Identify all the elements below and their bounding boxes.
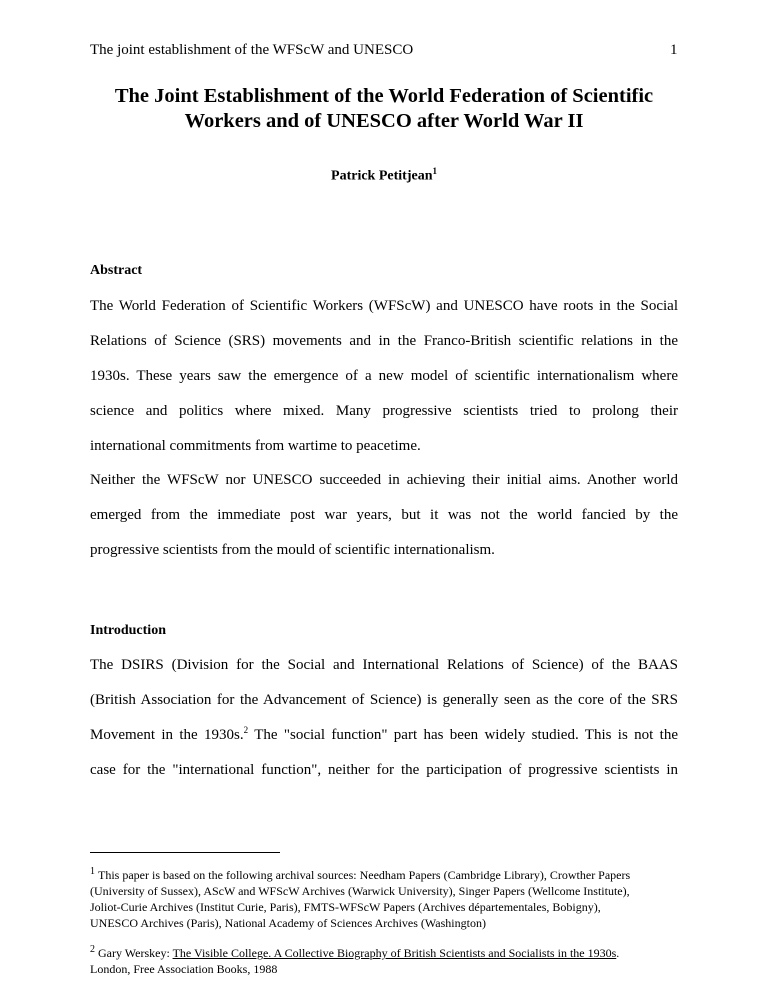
introduction-heading: Introduction xyxy=(90,623,166,638)
paper-title xyxy=(90,84,678,134)
footnote-1 xyxy=(90,868,690,883)
paper-title-line-1: The Joint Establishment of the World Federation of Scientific xyxy=(114,85,654,107)
abstract-line: international commitments from wartime to peacetime. xyxy=(90,438,421,454)
abstract-line: progressive scientists from the mould of scientific internationalism. xyxy=(90,542,495,558)
abstract-line: Relations of Science (SRS) movements and in the Franco-British scientific relations in the xyxy=(90,333,678,349)
page-number: 1 xyxy=(670,42,678,58)
introduction-text: The "social function" part has been widely studied. This is not the xyxy=(248,727,679,743)
abstract-line: The World Federation of Scientific Workers (WFScW) and UNESCO have roots in the Social xyxy=(90,298,678,314)
footnote-2-book-title: The Visible College. A Collective Biography of British Scientists and Socialists in the 1930s xyxy=(172,946,617,960)
running-header-title: The joint establishment of the WFScW and UNESCO xyxy=(90,42,414,58)
footnote-separator xyxy=(90,852,280,853)
abstract-line: Neither the WFScW nor UNESCO succeeded in achieving their initial aims. Another world xyxy=(90,472,678,488)
author xyxy=(90,166,678,185)
footnote-1-line: (University of Sussex), AScW and WFScW Archives (Warwick University), Singer Papers (Wellcome Institute), xyxy=(90,884,630,898)
author-footnote-mark[interactable]: 1 xyxy=(432,166,437,176)
introduction-line: case for the "international function", neither for the participation of progressive scientists in xyxy=(90,762,678,778)
introduction-text: Movement in the 1930s. xyxy=(90,727,244,743)
footnote-2-author: Gary Werskey: xyxy=(98,946,173,960)
introduction-line: (British Association for the Advancement of Science) is generally seen as the core of the SRS xyxy=(90,692,678,708)
footnote-2-suffix: . xyxy=(616,946,620,960)
footnote-1-text: This paper is based on the following archival sources: Needham Papers (Cambridge Library), Crowther Papers xyxy=(98,868,631,882)
introduction-line: The DSIRS (Division for the Social and International Relations of Science) of the BAAS xyxy=(90,657,678,673)
footnote-1-line: UNESCO Archives (Paris), National Academy of Sciences Archives (Washington) xyxy=(90,916,486,930)
footnote-1-line: Joliot-Curie Archives (Institut Curie, Paris), FMTS-WFScW Papers (Archives départementales, Bobigny), xyxy=(90,900,601,914)
footnote-1-mark: 1 xyxy=(90,866,95,877)
abstract-line: emerged from the immediate post war years, but it was not the world fancied by the xyxy=(90,507,678,523)
abstract-line: science and politics where mixed. Many progressive scientists tried to prolong their xyxy=(90,403,678,419)
introduction-line xyxy=(90,727,678,744)
footnote-ref-2[interactable]: 2 xyxy=(243,725,249,735)
footnote-2-mark: 2 xyxy=(90,944,95,955)
footnote-2-line: London, Free Association Books, 1988 xyxy=(90,962,278,976)
footnote-2 xyxy=(90,946,690,961)
abstract-line: 1930s. These years saw the emergence of a new model of scientific internationalism where xyxy=(90,368,678,384)
paper-title-line-2: Workers and of UNESCO after World War II xyxy=(184,110,584,132)
abstract-heading: Abstract xyxy=(90,263,143,278)
author-name: Patrick Petitjean xyxy=(331,168,433,184)
